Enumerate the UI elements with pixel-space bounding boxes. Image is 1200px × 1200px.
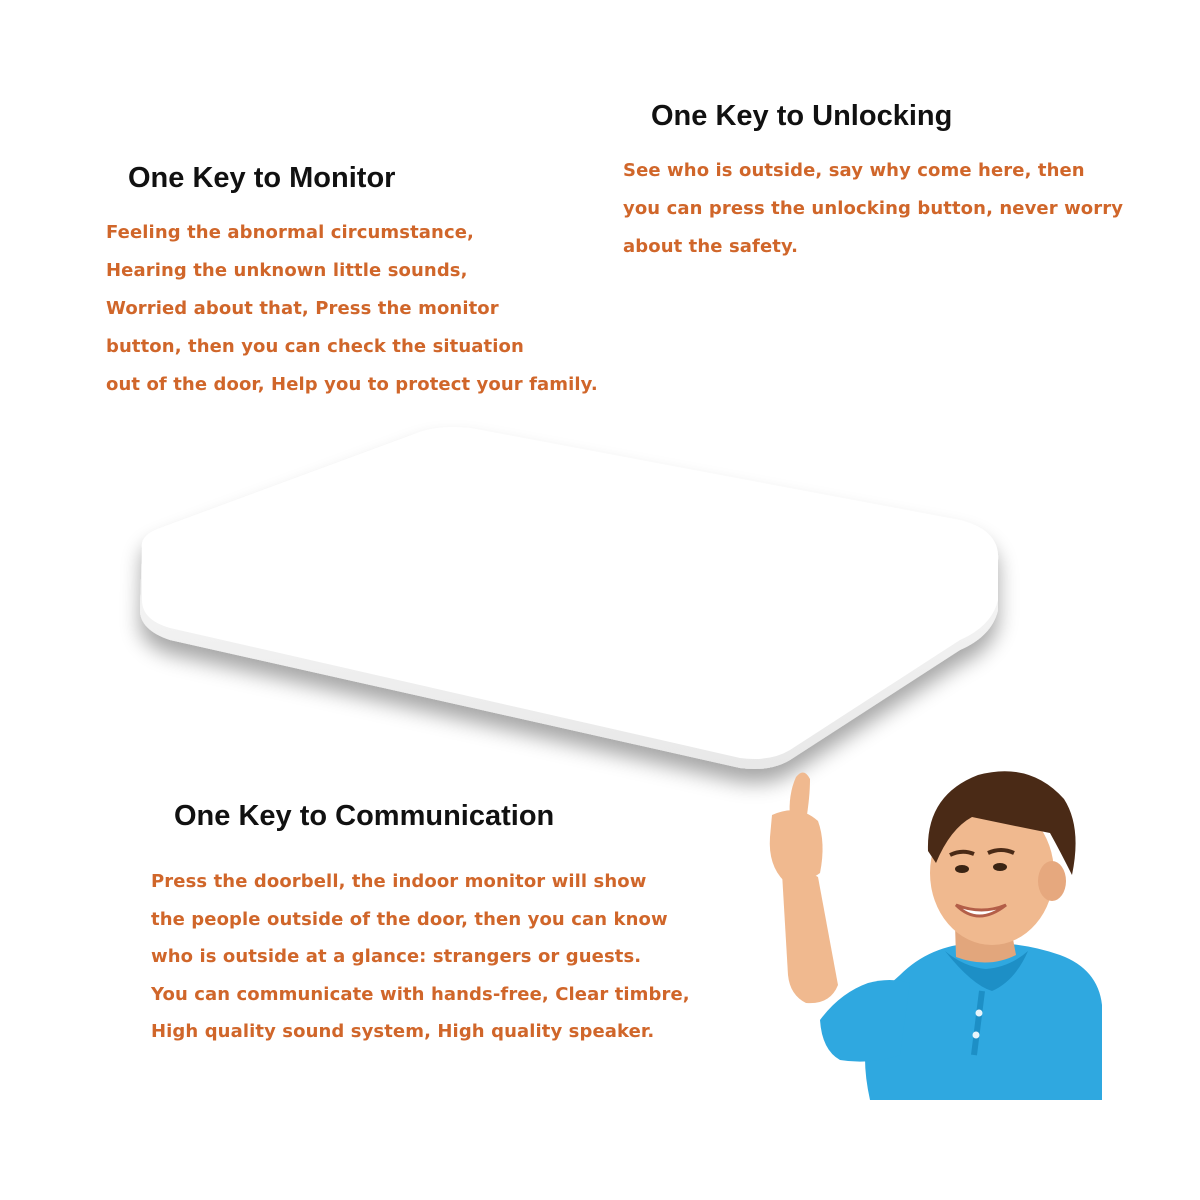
- communication-line: High quality sound system, High quality speaker.: [151, 1021, 655, 1042]
- monitor-line: button, then you can check the situation: [106, 336, 524, 357]
- panel-face: [142, 427, 998, 759]
- unlocking-line: you can press the unlocking button, never worry: [623, 198, 1124, 219]
- communication-line: the people outside of the door, then you can know: [151, 908, 668, 930]
- unlocking-line: about the safety.: [623, 236, 799, 257]
- hand: [770, 810, 823, 882]
- unlocking-description: [623, 152, 1123, 266]
- monitor-line: out of the door, Help you to protect your family.: [106, 374, 598, 395]
- boy-pointing-photo: [760, 755, 1105, 1105]
- unlocking-title: One Key to Unlocking: [651, 100, 953, 132]
- unlocking-section: [623, 100, 1124, 257]
- monitor-line: Feeling the abnormal circumstance,: [106, 222, 474, 243]
- communication-section: [151, 800, 690, 1042]
- monitor-line: Worried about that, Press the monitor: [106, 298, 499, 319]
- monitor-section: [106, 162, 598, 395]
- communication-line: Press the doorbell, the indoor monitor will show: [151, 871, 647, 892]
- monitor-line: Hearing the unknown little sounds,: [106, 260, 468, 281]
- communication-line: You can communicate with hands-free, Clear timbre,: [151, 983, 690, 1005]
- unlocking-line: See who is outside, say why come here, then: [623, 160, 1085, 181]
- eye-right: [993, 863, 1007, 871]
- communication-line: who is outside at a glance: strangers or guests.: [151, 946, 642, 967]
- monitor-title: One Key to Monitor: [128, 162, 396, 194]
- eye-left: [955, 865, 969, 873]
- pointing-finger: [790, 772, 810, 821]
- forearm: [782, 871, 838, 1003]
- monitor-description: [106, 214, 598, 404]
- ear: [1038, 861, 1066, 901]
- communication-title: One Key to Communication: [174, 800, 555, 832]
- panel-shadow-edge: [140, 427, 998, 769]
- boy-illustration: [760, 755, 1105, 1105]
- communication-description: [151, 863, 690, 1051]
